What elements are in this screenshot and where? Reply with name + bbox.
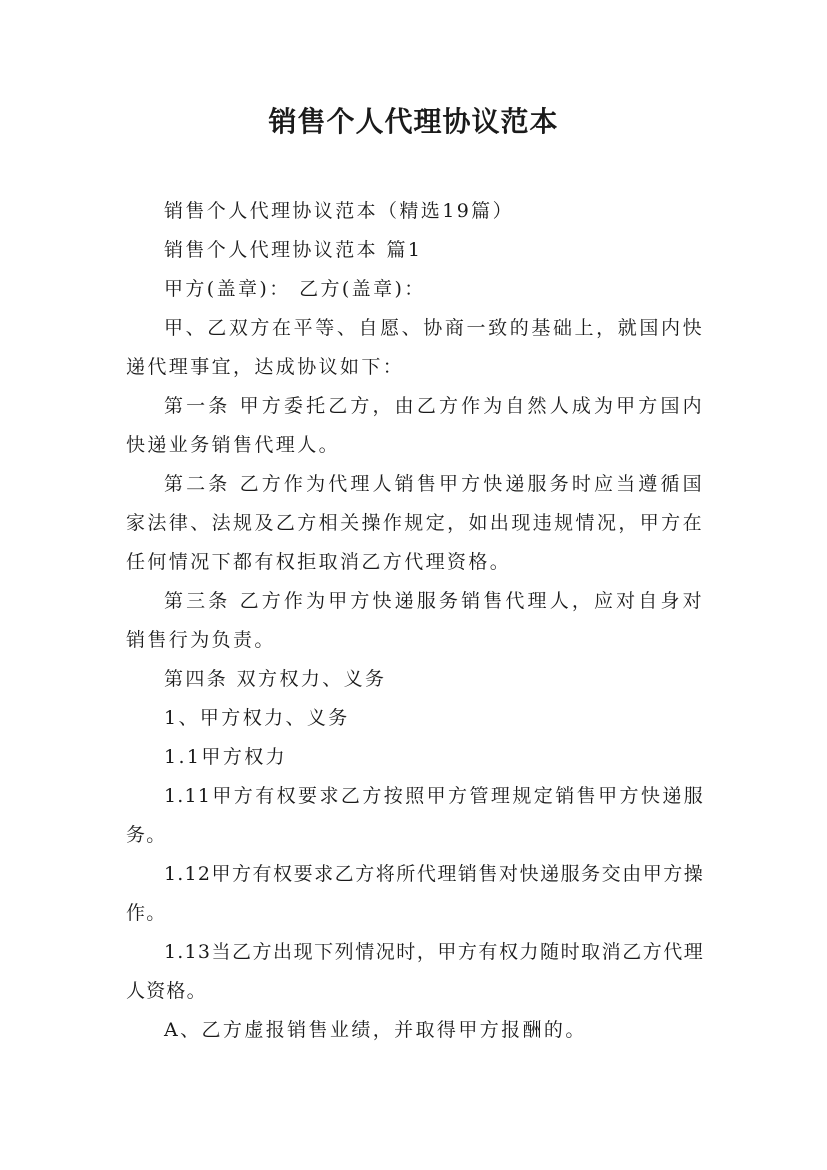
paragraph-clause-1-13: 1.13当乙方出现下列情况时，甲方有权力随时取消乙方代理人资格。 <box>126 941 704 1002</box>
document-body <box>126 192 704 1050</box>
document-title: 销售个人代理协议范本 <box>268 105 559 138</box>
paragraph-parties: 甲方(盖章)： 乙方(盖章)： <box>164 278 426 300</box>
paragraph-article-2: 第二条 乙方作为代理人销售甲方快递服务时应当遵循国家法律、法规及乙方相关操作规定，如出现违规情况，甲方在任何情况下都有权拒取消乙方代理资格。 <box>126 473 704 573</box>
paragraph-subtitle: 销售个人代理协议范本（精选19篇） <box>164 200 514 222</box>
paragraph-clause-a: A、乙方虚报销售业绩，并取得甲方报酬的。 <box>164 1019 587 1041</box>
paragraph-article-3: 第三条 乙方作为甲方快递服务销售代理人，应对自身对销售行为负责。 <box>126 590 704 651</box>
paragraph-preamble: 甲、乙双方在平等、自愿、协商一致的基础上，就国内快递代理事宜，达成协议如下： <box>126 317 704 378</box>
paragraph-clause-1: 1、甲方权力、义务 <box>164 707 350 729</box>
paragraph-clause-1-1: 1.1甲方权力 <box>164 746 288 768</box>
paragraph-section-heading: 销售个人代理协议范本 篇1 <box>164 239 423 261</box>
paragraph-clause-1-12: 1.12甲方有权要求乙方将所代理销售对快递服务交由甲方操作。 <box>126 863 704 924</box>
paragraph-article-1: 第一条 甲方委托乙方，由乙方作为自然人成为甲方国内快递业务销售代理人。 <box>126 395 704 456</box>
paragraph-article-4: 第四条 双方权力、义务 <box>164 668 387 690</box>
paragraph-clause-1-11: 1.11甲方有权要求乙方按照甲方管理规定销售甲方快递服务。 <box>126 785 704 846</box>
